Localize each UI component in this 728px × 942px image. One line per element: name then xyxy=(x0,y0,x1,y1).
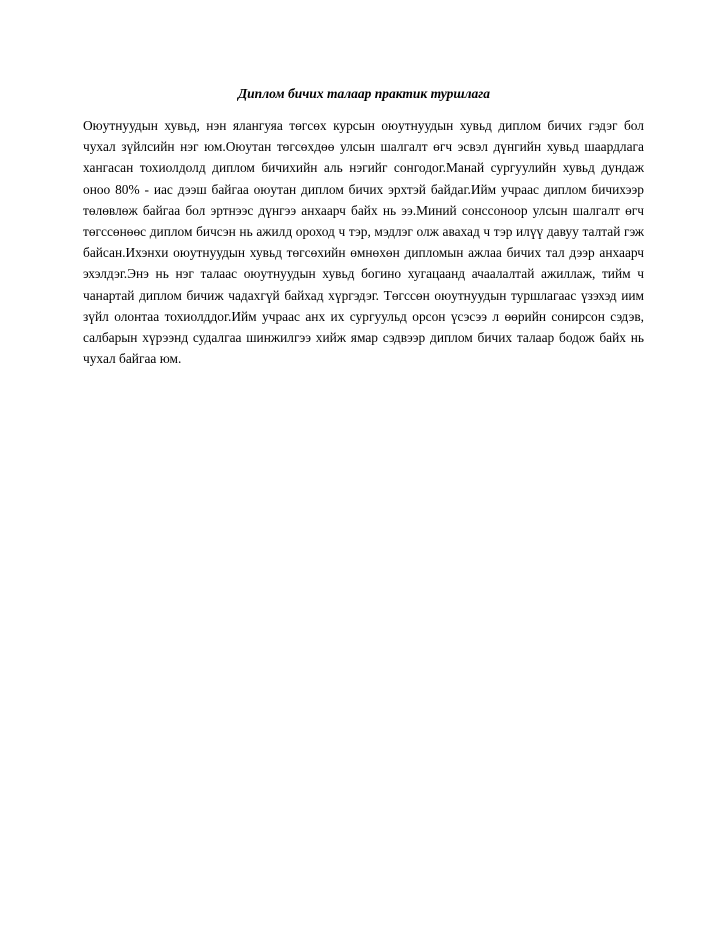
document-title: Диплом бичих талаар практик туршлага xyxy=(237,86,491,101)
body-paragraph: Оюутнуудын хувьд, нэн ялангуяа төгсөх курсын оюутнуудын хувьд диплом бичих гэдэг бол чухал зүйлсийн нэг юм.Оюутан төгсөхдөө улсын шалгалт өгч эсвэл дүнгийн хувьд шаардлага хангасан тохиолдолд диплом бичихийн аль нэгийг сонгодог.Манай сургуулийн хувьд дундаж оноо 80% - иас дээш байгаа оюутан диплом бичих эрхтэй байдаг.Ийм учраас диплом бичихээр төлөвлөж байгаа бол эртнээс дүнгээ анхаарч байх нь ээ.Миний сонссоноор улсын шалгалт өгч төгссөнөөс диплом бичсэн нь ажилд ороход ч тэр, мэдлэг олж авахад ч тэр илүү давуу талтай гэж байсан.Ихэнхи оюутнуудын хувьд төгсөхийн өмнөхөн дипломын ажлаа бичих тал дээр анхаарч эхэлдэг.Энэ нь нэг талаас оюутнуудын хувьд богино хугацаанд ачаалалтай ажиллаж, тийм ч чанартай диплом бичиж чадахгүй байхад хүргэдэг. Төгссөн оюутнуудын туршлагаас үзэхэд иим зүйл олонтаа тохиолддог.Ийм учраас анх их сургуульд орсон үсэсээ л өөрийн сонирсон сэдэв, салбарын хүрээнд судалгаа шинжилгээ хийж ямар сэдвээр диплом бичих талаар бодож байх нь чухал байгаа юм. xyxy=(83,118,644,367)
